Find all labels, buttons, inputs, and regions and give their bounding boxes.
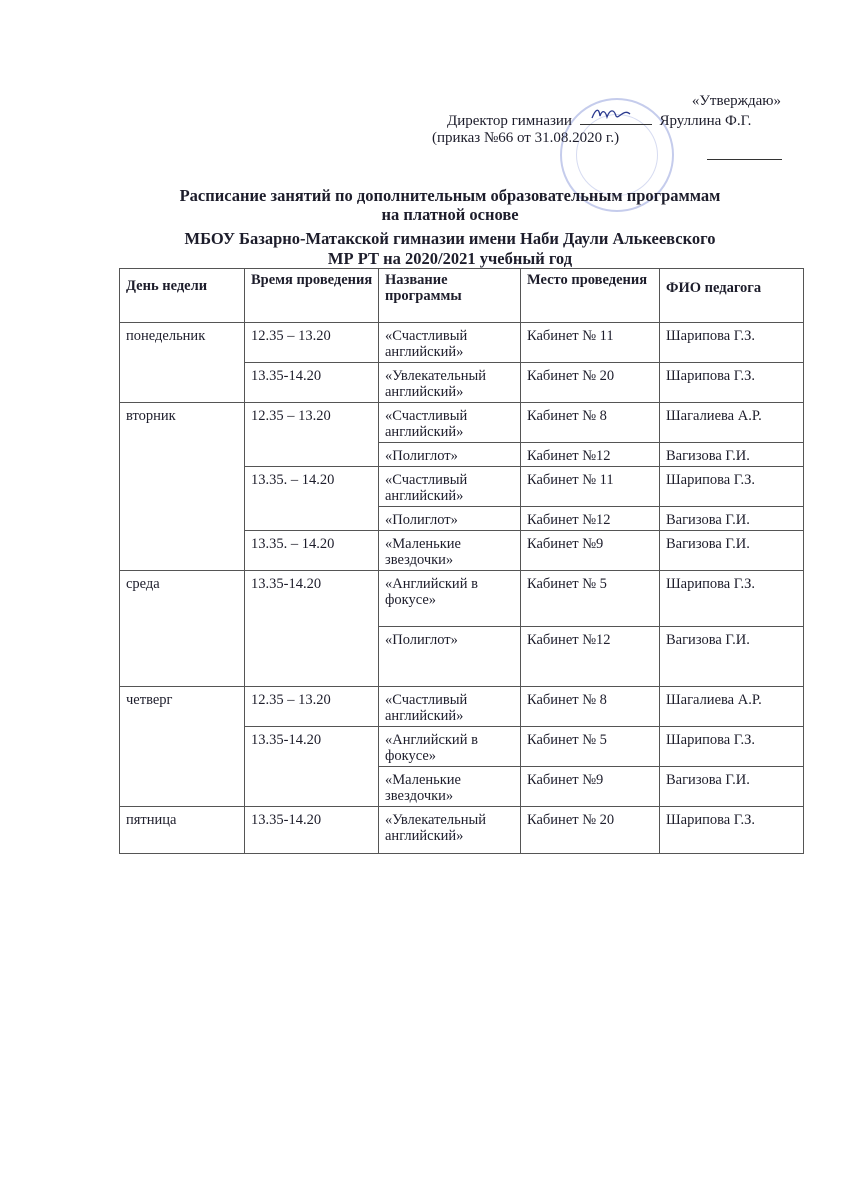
time-cell: 12.35 – 13.20 — [245, 687, 379, 727]
room-cell: Кабинет №12 — [521, 507, 660, 531]
signature — [580, 110, 652, 125]
column-header: Место проведения — [521, 269, 660, 323]
teacher-cell: Шагалиева А.Р. — [660, 687, 804, 727]
room-cell: Кабинет №12 — [521, 627, 660, 687]
time-cell: 13.35-14.20 — [245, 807, 379, 854]
order-reference: (приказ №66 от 31.08.2020 г.) — [432, 130, 620, 146]
teacher-cell: Шарипова Г.З. — [660, 363, 804, 403]
column-header: Время проведения — [245, 269, 379, 323]
day-cell: понедельник — [120, 323, 245, 403]
teacher-cell: Шарипова Г.З. — [660, 571, 804, 627]
time-cell: 12.35 – 13.20 — [245, 403, 379, 467]
column-header: Название программы — [379, 269, 521, 323]
program-cell: «Счастливый английский» — [379, 403, 521, 443]
program-cell: «Английский в фокусе» — [379, 727, 521, 767]
teacher-cell: Вагизова Г.И. — [660, 443, 804, 467]
room-cell: Кабинет № 20 — [521, 363, 660, 403]
column-header: ФИО педагога — [660, 269, 804, 323]
title-line-4: МР РТ на 2020/2021 учебный год — [327, 249, 573, 268]
director-name: Яруллина Ф.Г. — [659, 113, 752, 129]
approve-label: «Утверждаю» — [691, 93, 781, 109]
table-row — [120, 687, 804, 727]
table-row — [120, 323, 804, 363]
room-cell: Кабинет № 5 — [521, 727, 660, 767]
room-cell: Кабинет № 11 — [521, 323, 660, 363]
teacher-cell: Вагизова Г.И. — [660, 531, 804, 571]
teacher-cell: Вагизова Г.И. — [660, 767, 804, 807]
signature-icon — [590, 104, 640, 124]
program-cell: «Маленькие звездочки» — [379, 531, 521, 571]
time-cell: 13.35. – 14.20 — [245, 467, 379, 531]
director-line — [447, 110, 751, 131]
day-cell: среда — [120, 571, 245, 687]
teacher-cell: Вагизова Г.И. — [660, 507, 804, 531]
time-cell: 13.35. – 14.20 — [245, 531, 379, 571]
table-row — [120, 807, 804, 854]
time-cell: 13.35-14.20 — [245, 363, 379, 403]
director-label: Директор гимназии — [447, 113, 572, 129]
day-cell: вторник — [120, 403, 245, 571]
room-cell: Кабинет № 8 — [521, 403, 660, 443]
program-cell: «Счастливый английский» — [379, 687, 521, 727]
column-header: День недели — [120, 269, 245, 323]
room-cell: Кабинет № 5 — [521, 571, 660, 627]
program-cell: «Счастливый английский» — [379, 323, 521, 363]
table-row — [120, 403, 804, 443]
program-cell: «Маленькие звездочки» — [379, 767, 521, 807]
table-row — [120, 571, 804, 627]
room-cell: Кабинет № 8 — [521, 687, 660, 727]
room-cell: Кабинет № 20 — [521, 807, 660, 854]
teacher-cell: Вагизова Г.И. — [660, 627, 804, 687]
teacher-cell: Шарипова Г.З. — [660, 807, 804, 854]
program-cell: «Английский в фокусе» — [379, 571, 521, 627]
teacher-cell: Шарипова Г.З. — [660, 467, 804, 507]
program-cell: «Полиглот» — [379, 443, 521, 467]
schedule-table — [119, 268, 804, 854]
room-cell: Кабинет № 11 — [521, 467, 660, 507]
program-cell: «Увлекательный английский» — [379, 807, 521, 854]
time-cell: 12.35 – 13.20 — [245, 323, 379, 363]
time-cell: 13.35-14.20 — [245, 727, 379, 807]
teacher-cell: Шарипова Г.З. — [660, 727, 804, 767]
room-cell: Кабинет №12 — [521, 443, 660, 467]
teacher-cell: Шагалиева А.Р. — [660, 403, 804, 443]
title-line-3: МБОУ Базарно-Матакской гимназии имени Наби Даули Алькеевского — [184, 229, 716, 248]
day-cell: четверг — [120, 687, 245, 807]
program-cell: «Полиглот» — [379, 627, 521, 687]
title-line-2: на платной основе — [381, 205, 519, 224]
day-cell: пятница — [120, 807, 245, 854]
program-cell: «Увлекательный английский» — [379, 363, 521, 403]
time-cell: 13.35-14.20 — [245, 571, 379, 687]
room-cell: Кабинет №9 — [521, 767, 660, 807]
date-blank-line — [707, 159, 782, 160]
program-cell: «Счастливый английский» — [379, 467, 521, 507]
room-cell: Кабинет №9 — [521, 531, 660, 571]
program-cell: «Полиглот» — [379, 507, 521, 531]
title-line-1: Расписание занятий по дополнительным образовательным программам — [179, 186, 721, 205]
table-header-row — [120, 269, 804, 323]
teacher-cell: Шарипова Г.З. — [660, 323, 804, 363]
